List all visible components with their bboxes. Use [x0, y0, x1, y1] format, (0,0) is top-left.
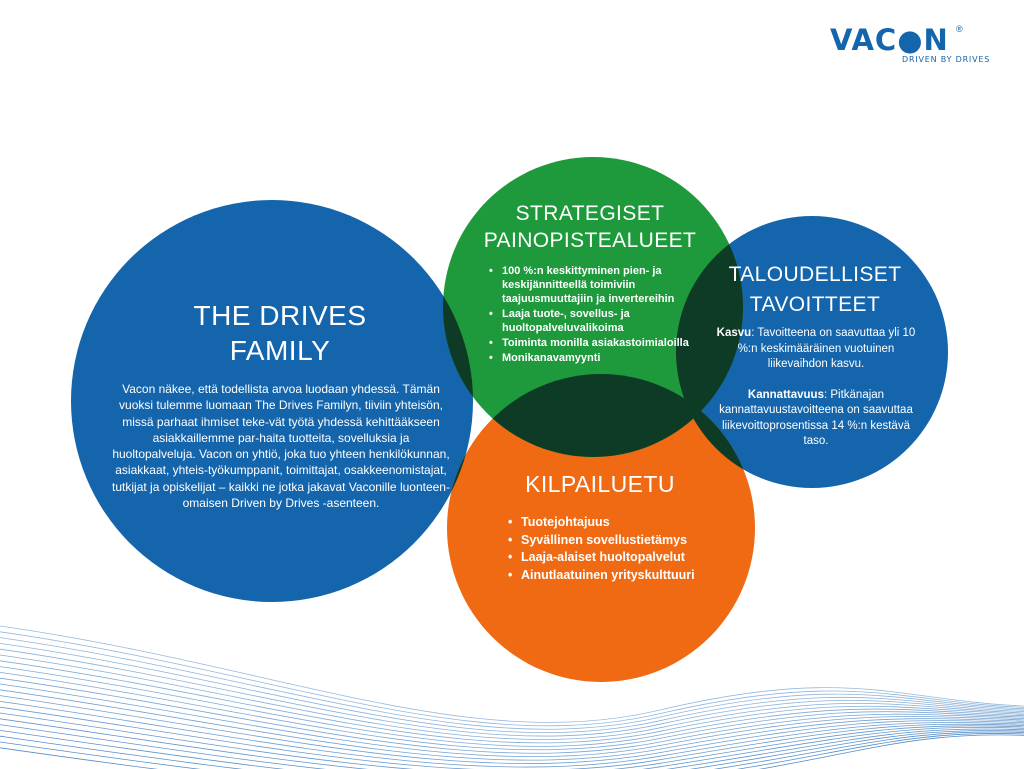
wave-line	[0, 719, 1024, 769]
strategic-title-line1: STRATEGISET	[515, 202, 665, 225]
strategic-bullet-list	[488, 264, 704, 366]
strategic-bullet: • 100 %:n keskittyminen pien- ja keskijännitteellä toimiviin taajuusmuuttajiin ja invertereihin	[488, 264, 704, 306]
family-title	[130, 298, 430, 368]
competitive-bullet: • Ainutlaatuinen yrityskulttuuri	[507, 567, 717, 585]
strategic-bullet: • Toiminta monilla asiakastoimialoilla	[488, 336, 704, 350]
growth-label: Kasvu	[716, 327, 752, 339]
competitive-bullet-list	[507, 514, 717, 584]
logo-wordmark: VAC●N	[830, 23, 949, 57]
family-title-line1: THE DRIVES	[193, 300, 367, 331]
strategic-title	[470, 200, 710, 254]
strategic-bullet: • Monikanavamyynti	[488, 351, 704, 365]
competitive-title: KILPAILUETU	[525, 471, 675, 497]
competitive-bullet: • Laaja-alaiset huoltopalvelut	[507, 549, 717, 567]
growth-text: : Tavoitteena on saavuttaa yli 10 %:n keskimääräinen vuotuinen liikevaihdon kasvu.	[737, 327, 916, 370]
financial-title-line1: TALOUDELLISET	[728, 263, 902, 286]
financial-title-line2: TAVOITTEET	[749, 293, 881, 316]
strategic-bullet: • Laaja tuote-, sovellus- ja huoltopalveluvalikoima	[488, 307, 704, 335]
financial-title	[712, 260, 918, 320]
competitive-bullet: • Tuotejohtajuus	[507, 514, 717, 532]
wave-line	[0, 696, 1024, 764]
competitive-bullet: • Syvällinen sovellustietämys	[507, 532, 717, 550]
logo-tagline: DRIVEN BY DRIVES	[902, 55, 991, 64]
growth-goal	[712, 326, 920, 373]
registered-mark: ®	[956, 24, 963, 34]
strategic-title-line2: PAINOPISTEALUEET	[483, 229, 697, 252]
financial-goals-text	[712, 326, 920, 450]
family-description: Vacon näkee, että todellista arvoa luodaan yhdessä. Tämän vuoksi tulemme luomaan The Drives Familyn, tiiviin yhteisön, missä parhaat ihmiset teke-vät työtä yhdessä kehittääkseen asiakkaillemme par-haita tuotteita, sovelluksia ja huoltopalveluja. Vacon on yhtiö, joka tuo yhteen henkilökunnan, asiakkaat, yhteis-työkumppanit, toimittajat, osakkeenomistajat, tutkijat ja opiskelijat – kaikki ne jotka jakavat Vaconille luonteen-omaisen Driven by Drives -asenteen.	[112, 382, 450, 511]
family-title-line2: FAMILY	[229, 335, 331, 366]
profitability-text: : Pitkänajan kannattavuustavoitteena on saavuttaa liikevoittoprosentissa 14 %:n kestävä taso.	[719, 388, 913, 447]
vacon-logo	[830, 24, 995, 68]
wave-line	[0, 672, 1024, 749]
profitability-label: Kannattavuus	[747, 388, 824, 401]
profitability-goal	[712, 388, 920, 450]
